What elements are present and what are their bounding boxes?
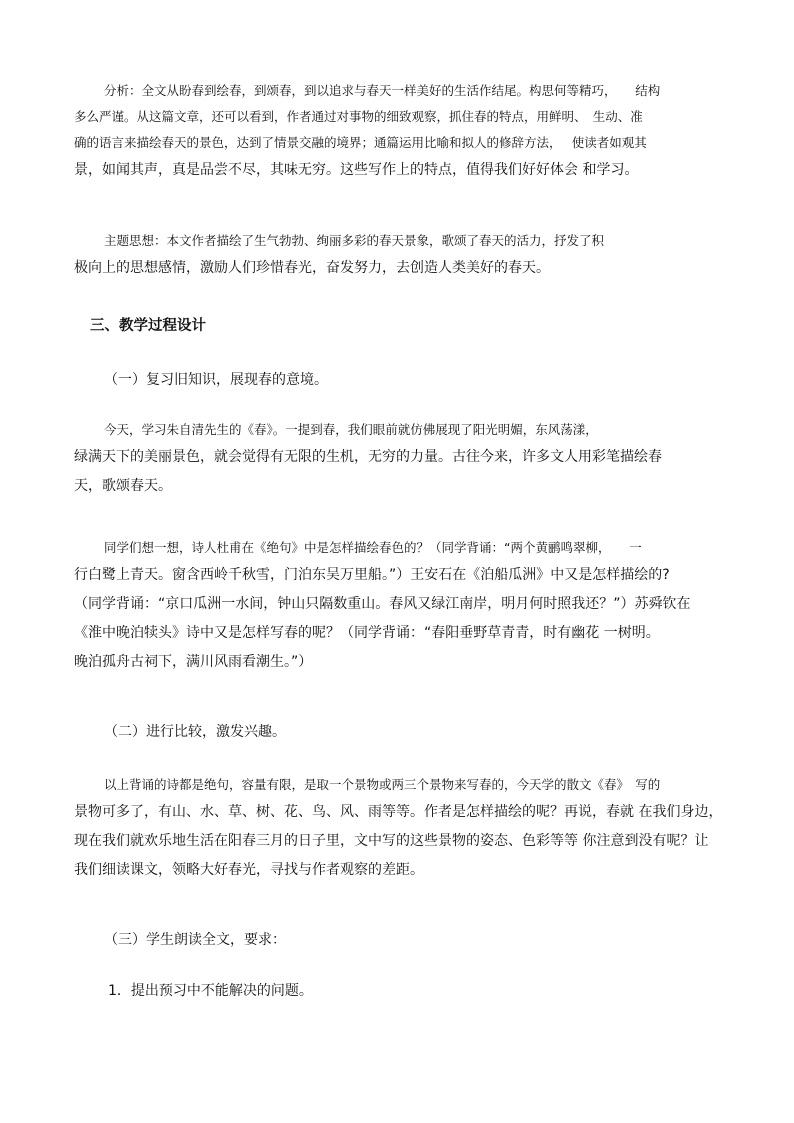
theme-paragraph [74,228,694,283]
step1-intro-paragraph [74,417,694,501]
step2-line-3: 现在我们就欢乐地生活在阳春三月的日子里，文中写的这些景物的姿态、色彩等等 你注意到没有呢？让 [74,833,709,849]
step1-intro-line-3: 天，歌颂春天。 [74,478,172,494]
step1-intro-line-2: 绿满天下的美丽景色，就会觉得有无限的生机，无穷的力量。古往今来，许多文人用彩笔描绘春 [74,449,662,465]
analysis-line-2: 多么严谨。从这篇文章，还可以看到，作者通过对事物的细致观察，抓住春的特点，用鲜明、 生动、准 [74,109,643,124]
theme-line-1: 主题思想：本文作者描绘了生气勃勃、绚丽多彩的春天景象，歌颂了春天的活力，抒发了积 [104,233,605,248]
step1-heading: （一）复习旧知识，展现春的意境。 [104,372,328,388]
poem-line-3: （同学背诵：“京口瓜洲一水间，钟山只隔数重山。春风又绿江南岸，明月何时照我还？”）苏舜钦在 [74,596,691,612]
analysis-line-4: 景，如闻其声，真是品尝不尽，其味无穷。这些写作上的特点，值得我们好好体会 和学习。 [74,162,639,178]
step2-line-2: 景物可多了，有山、水、草、树、花、鸟、风、雨等等。作者是怎样描绘的呢？再说，春就 在我们身边， [74,804,723,820]
theme-line-2: 极向上的思想感情，激励人们珍惜春光，奋发努力，去创造人类美好的春天。 [74,260,550,276]
step2-line-1: 以上背诵的诗都是绝句，容量有限，是取一个景物或两三个景物来写春的，今天学的散文《春》 写的 [104,777,661,792]
poem-line-2: 行白鹭上青天。窗含西岭千秋雪，门泊东吴万里船。”）王安石在《泊船瓜洲》中又是怎样描绘的? [74,567,670,583]
list-item-1: 1．提出预习中不能解决的问题。 [108,983,313,999]
step2-paragraph [74,772,723,885]
section-heading: 三、教学过程设计 [90,318,206,334]
step2-line-4: 我们细读课文，领略大好春光，寻找与作者观察的差距。 [74,862,424,878]
step1-intro-line-1: 今天，学习朱自清先生的《春》。一提到春，我们眼前就仿佛展现了阳光明媚，东风荡漾， [104,422,598,437]
analysis-line-1: 分析：全文从盼春到绘春，到颂春，到以追求与春天一样美好的生活作结尾。构思何等精巧， 结构 [104,83,661,98]
poem-line-5: 晚泊孤舟古祠下，满川风雨看潮生。”） [74,654,313,670]
poem-line-4: 《淮中晚泊犊头》诗中又是怎样写春的呢？（同学背诵：“春阳垂野草青青，时有幽花 一树明。 [74,625,660,641]
step2-heading: （二）进行比较，激发兴趣。 [104,724,286,740]
analysis-line-3: 确的语言来描绘春天的景色，达到了情景交融的境界；通篇运用比喻和拟人的修辞方法， 使读者如观其 [74,135,647,150]
step3-heading: （三）学生朗读全文，要求： [104,932,286,948]
step1-poem-paragraph [74,535,694,677]
poem-line-1: 同学们想一想，诗人杜甫在《绝句》中是怎样描绘春色的？（同学背诵：“两个黄鹂鸣翠柳， 一 [104,540,642,555]
analysis-paragraph [74,78,694,184]
